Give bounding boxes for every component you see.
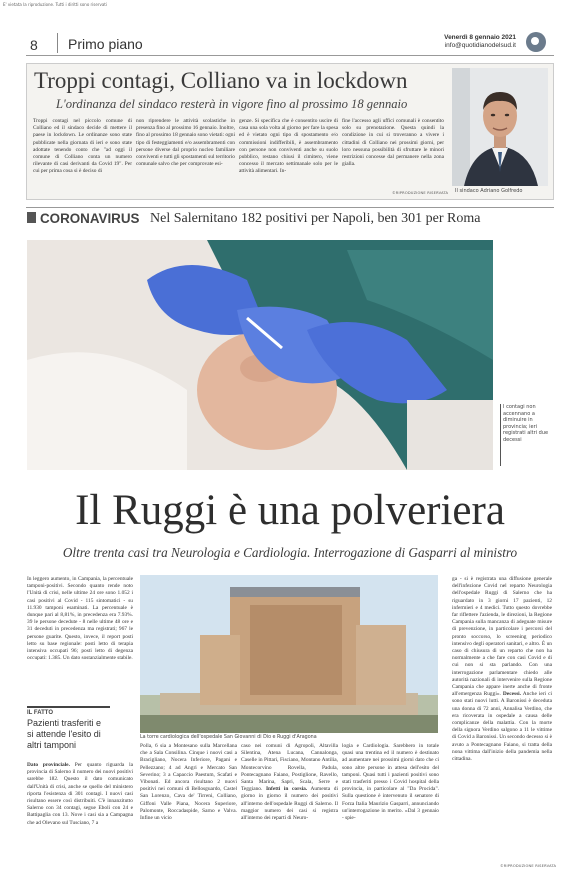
article-ruggi-lead-decessi: Decessi. — [502, 691, 522, 698]
article-ruggi-col-3-after: Aumenta di giorno in giorno il numero dei positivi all'interno dell'ospedale Ruggi di Salerno. Il maggior numero dei casi si registra all'interno dei reparti di Neuro- — [241, 786, 338, 822]
article-colliano-subheadline: L'ordinanza del sindaco resterà in vigore fino al prossimo 18 gennaio — [56, 97, 408, 111]
article-ruggi-col-3 — [241, 743, 338, 822]
article-colliano-col-3: genze. Si specifica che è consentito uscire di casa una sola volta al giorno per fare la spesa ed è vietato ogni tipo di spostamento e/o commissioni indifferibili, è assembramento con persone non conviventi anche su suolo pubblico, restano chiusi il cimitero, viene concesso il mercato settimanale solo per le attività alimentari. In- — [239, 118, 338, 175]
issue-date: Venerdì 8 gennaio 2021 — [444, 34, 516, 41]
article-ruggi-col-5 — [452, 576, 552, 763]
contact-email: info@quotidianodelsud.it — [444, 42, 516, 49]
mayor-photo-illustration — [452, 68, 548, 186]
article-ruggi-lead-provincial: Dato provinciale. — [27, 762, 70, 768]
article-ruggi-lead-infetti: Infetti in corsia. — [265, 786, 308, 793]
article-ruggi-headline: Il Ruggi è una polveriera — [75, 487, 505, 534]
il-fatto-tag: IL FATTO — [27, 706, 110, 716]
article-ruggi-subheadline: Oltre trenta casi tra Neurologia e Cardiologia. Interrogazione di Gasparri al ministro — [62, 545, 518, 560]
swab-test-photo — [27, 240, 493, 470]
newspaper-logo-icon — [526, 32, 546, 52]
article-ruggi-rights: ©RIPRODUZIONE RISERVATA — [500, 864, 557, 868]
article-ruggi-col-3-text: caso nei comuni di Agropoli, Altavilla Silentina, Atena Lucana, Cannalonga, Caselle in Pittari, Fisciano, Montano Antilia, Montecorvino Rovella, Padula, Pontecagnano Faiano, Postiglione, Ravello, Santa Marina, Sapri, Scala, Serre e Teggiano. — [241, 743, 338, 793]
il-fatto-box — [27, 706, 110, 751]
article-colliano-col-4: fine l'accesso agli uffici comunali è consentito solo su prenotazione. Questa quindi la condizione in cui si troveranno a vivere i cittadini di Colliano nei prossimi giorni, per loro nessuna possibilità di sfruttare le minori restrizioni concesse dal permanere nella zona gialla. — [342, 118, 444, 168]
hospital-illustration — [140, 575, 438, 733]
section-rule — [26, 207, 554, 208]
header-rule — [26, 55, 554, 56]
article-colliano-headline: Troppi contagi, Colliano va in lockdown — [34, 68, 408, 93]
header-divider — [57, 33, 58, 53]
page-number: 8 — [30, 37, 38, 53]
article-ruggi-col-5-after: Anche ieri ci sono stati nuovi lutti. A Baronissi è deceduta una donna di 72 anni, Annalisa Verdino, che era ricoverata in ospedale a causa delle complicanze della malattia. Con la morte della signora Verdino salgono a 11 le vittime di Covid a Baronissi. Un secondo decesso si è avuto a Pontecagnano Faiano, si tratta della nona vittima dall'inizio della pandemia nella cittadina. — [452, 691, 552, 763]
article-colliano-col-1: Troppi contagi nel piccolo comune di Colliano ed il sindaco decide di mettere il paese in lockdown. Le ordinanze sono state pubblicate nella giornata di ieri e sono state adottate tenendo conto che "ad oggi il comune di Colliano conta un numero rilevante di casi derivanti da Covid 19". Per cui per prima cosa si è deciso di — [33, 118, 132, 175]
il-fatto-text: Pazienti trasferiti e si attende l'esito di altri tamponi — [27, 718, 102, 750]
section-title: Primo piano — [68, 36, 143, 52]
hospital-photo — [140, 575, 438, 733]
mayor-photo — [452, 68, 548, 186]
article-ruggi-col-1-bottom — [27, 762, 133, 827]
main-photo-caption: I contagi non accennano a diminuire in provincia; ieri registrati altri due decessi — [503, 404, 549, 443]
coronavirus-tag-marker — [27, 212, 36, 223]
article-colliano-col-2: non riprendere le attività scolastiche in presenza fino al prossimo 16 gennaio. Inoltre, fino al prossimo 18 gennaio sono vietati: ogni tipo di festeggiamenti e/o assembramenti con persone diverse dal proprio nucleo familiare conviventi e tutti gli spostamenti sul territorio comunale salvo che per comprovate esi- — [136, 118, 235, 168]
main-photo-caption-bar — [500, 404, 501, 466]
article-ruggi-col-2: Polla, 6 sia a Montesano sulla Marcellana che a Sala Consilina. Cinque i nuovi casi a Bracigliano, Nocera Inferiore, Pagani e Pellezzano; 4 ad Angri e Mercato San Severino; 3 a Capaccio Paestum, Scafati e Vibonati. Ed ancora risultano 2 nuovi positivi nei comuni di Bellosguardo, Castel San Lorenzo, Cava de' Tirreni, Colliano, Giffoni Valle Piana, Nocera Superiore, Palomonte, Roccadaspide, Sarno e Valva. Infine un vicio — [140, 743, 237, 822]
coronavirus-tag: CORONAVIRUS — [40, 211, 140, 226]
header-date-block — [444, 34, 516, 50]
mayor-photo-caption: Il sindaco Adriano Golfredo — [455, 188, 523, 194]
article-colliano-rights: ©RIPRODUZIONE RISERVATA — [392, 191, 449, 195]
article-ruggi-col-1-text: Per quanto riguarda la provincia di Salerno il numero dei nuovi positivi sarebbe 182. Questo il dato comunicato dall'Unità di crisi, anche se quello del ministero riporta l'esistenza di 301 contagi. I nuovi casi risultano essere così distribuiti. C'è innanzitutto Salerno con 34 contagi, segue Eboli con 24 e Battipaglia con 13. Nove i casi sia a Campagna che ad Olevano sul Tusciano, 7 a — [27, 762, 133, 826]
article-ruggi-col-1-top: In leggero aumento, in Campania, la percentuale tamponi-positivi. Secondo quanto rende noto l'Unità di crisi, nelle ultime 24 ore sono 1.052 i casi positivi al Covid - 115 sintomatici - su 11.930 tamponi esaminati. La percentuale è dunque pari al 8,81%, in precedenza era 7.93%. 39 le persone decedute - 8 nelle ultime 48 ore e 31 deceduti in precedenza ma registrati; 967 le persone guarite. Questo, invece, il report posti letto su base regionale: posti letto di terapia intensiva occupati 96; posti letto di degenza occupati: 1.385. Un dato sostanzialmente stabile. — [27, 576, 133, 662]
coronavirus-headline: Nel Salernitano 182 positivi per Napoli, ben 301 per Roma — [150, 211, 481, 226]
article-ruggi-col-5-text: ga - si è registrata una diffusione generale dell'infezione Covid nel reparto Neurologia dell'ospedale Ruggi di Salerno che ha riguardato in 3 giorni 17 pazienti, 12 infermieri e 4 medici. Tutto questo dovrebbe far riflettere l'azienda, le direzioni, la Regione Campania sulla mancanza di adeguate misure di prevenzione, in particolare i percorsi del pronto soccorso, lo screening periodico intensivo degli operatori sanitari, e altro. È un caso di chiusura di un reparto che non ha normalmente a che fare con casi Covid e di cui non si sta parlando. Con una interrogazione parlamentare chiedo alle autorità nazionali di intervenire sulla Regione Campania che appare inerte anche di fronte all'emergenza Ruggi». — [452, 576, 552, 698]
article-ruggi-col-4: logia e Cardiologia. Sarebbero in totale quasi una trentina ed il numero è destinato ad aumentare nei prossimi giorni dato che ci sono altre persone in attesa dell'esito del tamponi. Quasi tutti i pazienti positivi sono stati trasferiti presso i Covid hospital della provincia, in particolare al "Da Procida". Sulla questione è intervenuto il senatore di Forza Italia Maurizio Gasparri, annunciando un'interrogazione in merito. «Dal 3 gennaio - spie- — [342, 743, 439, 822]
copyright-notice: E' vietata la riproduzione. Tutti i diritti sono riservati — [3, 2, 107, 7]
hospital-photo-caption: La torre cardiologica dell'ospedale San Giovanni di Dio e Ruggi d'Aragona — [140, 735, 317, 740]
swab-test-illustration — [27, 240, 493, 470]
